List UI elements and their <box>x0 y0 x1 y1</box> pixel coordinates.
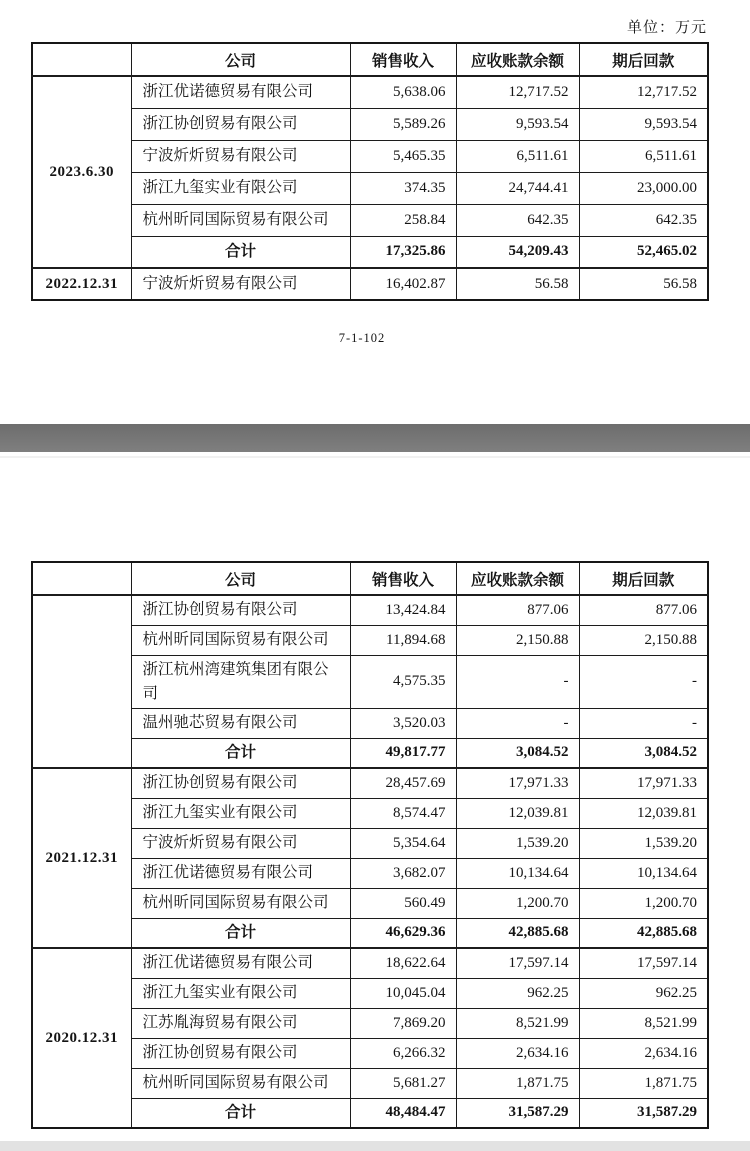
sales-revenue-cell: 374.35 <box>350 172 456 204</box>
date-cell: 2021.12.31 <box>32 768 131 948</box>
sales-revenue-cell: 11,894.68 <box>350 625 456 655</box>
table-row <box>32 1068 708 1098</box>
sales-revenue-cell: 46,629.36 <box>350 918 456 948</box>
receivable-balance-cell: 9,593.54 <box>456 108 579 140</box>
column-header: 应收账款余额 <box>456 43 579 76</box>
company-cell: 合计 <box>131 236 350 268</box>
sales-revenue-cell: 5,589.26 <box>350 108 456 140</box>
table-row <box>32 828 708 858</box>
post-period-collection-cell: 17,971.33 <box>579 768 708 798</box>
table-row <box>32 708 708 738</box>
table-row <box>32 625 708 655</box>
sales-revenue-cell: 28,457.69 <box>350 768 456 798</box>
receivable-balance-cell: 642.35 <box>456 204 579 236</box>
company-cell: 浙江优诺德贸易有限公司 <box>131 76 350 108</box>
sales-revenue-cell: 3,520.03 <box>350 708 456 738</box>
receivable-balance-cell: 10,134.64 <box>456 858 579 888</box>
receivable-balance-cell: 3,084.52 <box>456 738 579 768</box>
post-period-collection-cell: 23,000.00 <box>579 172 708 204</box>
sales-revenue-cell: 48,484.47 <box>350 1098 456 1128</box>
company-cell: 合计 <box>131 738 350 768</box>
table-row <box>32 655 708 708</box>
receivable-balance-cell: 6,511.61 <box>456 140 579 172</box>
column-header: 期后回款 <box>579 562 708 595</box>
company-cell: 宁波炘炘贸易有限公司 <box>131 140 350 172</box>
post-period-collection-cell: 42,885.68 <box>579 918 708 948</box>
post-period-collection-cell: 1,539.20 <box>579 828 708 858</box>
receivable-balance-cell: 31,587.29 <box>456 1098 579 1128</box>
post-period-collection-cell: 12,717.52 <box>579 76 708 108</box>
company-cell: 浙江协创贸易有限公司 <box>131 768 350 798</box>
company-cell: 浙江优诺德贸易有限公司 <box>131 858 350 888</box>
receivable-balance-cell: 54,209.43 <box>456 236 579 268</box>
total-row <box>32 236 708 268</box>
receivable-balance-cell: 8,521.99 <box>456 1008 579 1038</box>
company-cell: 浙江协创贸易有限公司 <box>131 595 350 625</box>
company-cell: 宁波炘炘贸易有限公司 <box>131 268 350 300</box>
period-column-header <box>32 562 131 595</box>
date-cell: 2022.12.31 <box>32 268 131 300</box>
receivable-balance-cell: 12,717.52 <box>456 76 579 108</box>
post-period-collection-cell: 642.35 <box>579 204 708 236</box>
company-cell: 浙江协创贸易有限公司 <box>131 108 350 140</box>
table-row <box>32 948 708 978</box>
post-period-collection-cell: 2,634.16 <box>579 1038 708 1068</box>
receivable-balance-cell: - <box>456 655 579 708</box>
post-period-collection-cell: 1,871.75 <box>579 1068 708 1098</box>
post-period-collection-cell: 2,150.88 <box>579 625 708 655</box>
table-row <box>32 798 708 828</box>
sales-revenue-cell: 16,402.87 <box>350 268 456 300</box>
sales-revenue-cell: 5,465.35 <box>350 140 456 172</box>
company-cell: 杭州昕同国际贸易有限公司 <box>131 1068 350 1098</box>
table-row <box>32 268 708 300</box>
post-period-collection-cell: 56.58 <box>579 268 708 300</box>
post-period-collection-cell: 9,593.54 <box>579 108 708 140</box>
post-period-collection-cell: 12,039.81 <box>579 798 708 828</box>
post-period-collection-cell: - <box>579 655 708 708</box>
total-row <box>32 918 708 948</box>
receivables-table-top <box>31 42 709 301</box>
post-period-collection-cell: - <box>579 708 708 738</box>
sales-revenue-cell: 49,817.77 <box>350 738 456 768</box>
post-period-collection-cell: 31,587.29 <box>579 1098 708 1128</box>
header-row <box>32 43 708 76</box>
sales-revenue-cell: 560.49 <box>350 888 456 918</box>
post-period-collection-cell: 6,511.61 <box>579 140 708 172</box>
page-separator-bar <box>0 424 750 452</box>
company-cell: 温州驰芯贸易有限公司 <box>131 708 350 738</box>
receivable-balance-cell: 1,871.75 <box>456 1068 579 1098</box>
receivable-balance-cell: - <box>456 708 579 738</box>
sales-revenue-cell: 8,574.47 <box>350 798 456 828</box>
company-cell: 浙江杭州湾建筑集团有限公司 <box>131 655 350 708</box>
company-cell: 宁波炘炘贸易有限公司 <box>131 828 350 858</box>
post-period-collection-cell: 10,134.64 <box>579 858 708 888</box>
receivable-balance-cell: 17,597.14 <box>456 948 579 978</box>
sales-revenue-cell: 18,622.64 <box>350 948 456 978</box>
date-cell: 2020.12.31 <box>32 948 131 1128</box>
header-row <box>32 562 708 595</box>
date-cell <box>32 595 131 768</box>
sales-revenue-cell: 5,681.27 <box>350 1068 456 1098</box>
company-cell: 浙江九玺实业有限公司 <box>131 798 350 828</box>
receivable-balance-cell: 12,039.81 <box>456 798 579 828</box>
sales-revenue-cell: 5,638.06 <box>350 76 456 108</box>
company-cell: 浙江九玺实业有限公司 <box>131 172 350 204</box>
table-row <box>32 888 708 918</box>
sales-revenue-cell: 10,045.04 <box>350 978 456 1008</box>
period-column-header <box>32 43 131 76</box>
total-row <box>32 1098 708 1128</box>
receivable-balance-cell: 2,150.88 <box>456 625 579 655</box>
receivable-balance-cell: 17,971.33 <box>456 768 579 798</box>
table-row <box>32 1008 708 1038</box>
company-cell: 合计 <box>131 918 350 948</box>
sales-revenue-cell: 4,575.35 <box>350 655 456 708</box>
table-row <box>32 204 708 236</box>
sales-revenue-cell: 7,869.20 <box>350 1008 456 1038</box>
table-row <box>32 140 708 172</box>
post-period-collection-cell: 52,465.02 <box>579 236 708 268</box>
table-row <box>32 858 708 888</box>
company-cell: 浙江协创贸易有限公司 <box>131 1038 350 1068</box>
sales-revenue-cell: 5,354.64 <box>350 828 456 858</box>
receivable-balance-cell: 42,885.68 <box>456 918 579 948</box>
date-cell: 2023.6.30 <box>32 76 131 268</box>
page-number: 7-1-102 <box>338 331 386 345</box>
receivables-table-bottom <box>31 561 709 1129</box>
next-page-edge-strip <box>0 1141 750 1151</box>
column-header: 应收账款余额 <box>456 562 579 595</box>
receivable-balance-cell: 24,744.41 <box>456 172 579 204</box>
company-cell: 浙江优诺德贸易有限公司 <box>131 948 350 978</box>
column-header: 期后回款 <box>579 43 708 76</box>
company-cell: 杭州昕同国际贸易有限公司 <box>131 625 350 655</box>
company-cell: 浙江九玺实业有限公司 <box>131 978 350 1008</box>
table-row <box>32 172 708 204</box>
table-row <box>32 595 708 625</box>
receivable-balance-cell: 1,200.70 <box>456 888 579 918</box>
table-row <box>32 1038 708 1068</box>
separator-underline <box>0 456 750 458</box>
company-cell: 合计 <box>131 1098 350 1128</box>
column-header: 公司 <box>131 43 350 76</box>
company-cell: 江苏胤海贸易有限公司 <box>131 1008 350 1038</box>
sales-revenue-cell: 13,424.84 <box>350 595 456 625</box>
column-header: 销售收入 <box>350 43 456 76</box>
company-cell: 杭州昕同国际贸易有限公司 <box>131 888 350 918</box>
post-period-collection-cell: 877.06 <box>579 595 708 625</box>
receivable-balance-cell: 877.06 <box>456 595 579 625</box>
sales-revenue-cell: 6,266.32 <box>350 1038 456 1068</box>
post-period-collection-cell: 3,084.52 <box>579 738 708 768</box>
table-row <box>32 76 708 108</box>
unit-label: 单位：万元 <box>626 20 707 36</box>
sales-revenue-cell: 258.84 <box>350 204 456 236</box>
receivable-balance-cell: 56.58 <box>456 268 579 300</box>
total-row <box>32 738 708 768</box>
post-period-collection-cell: 1,200.70 <box>579 888 708 918</box>
table-row <box>32 978 708 1008</box>
sales-revenue-cell: 3,682.07 <box>350 858 456 888</box>
post-period-collection-cell: 962.25 <box>579 978 708 1008</box>
table-row <box>32 108 708 140</box>
column-header: 公司 <box>131 562 350 595</box>
table-row <box>32 768 708 798</box>
sales-revenue-cell: 17,325.86 <box>350 236 456 268</box>
receivable-balance-cell: 2,634.16 <box>456 1038 579 1068</box>
receivable-balance-cell: 1,539.20 <box>456 828 579 858</box>
company-cell: 杭州昕同国际贸易有限公司 <box>131 204 350 236</box>
post-period-collection-cell: 17,597.14 <box>579 948 708 978</box>
receivable-balance-cell: 962.25 <box>456 978 579 1008</box>
post-period-collection-cell: 8,521.99 <box>579 1008 708 1038</box>
column-header: 销售收入 <box>350 562 456 595</box>
